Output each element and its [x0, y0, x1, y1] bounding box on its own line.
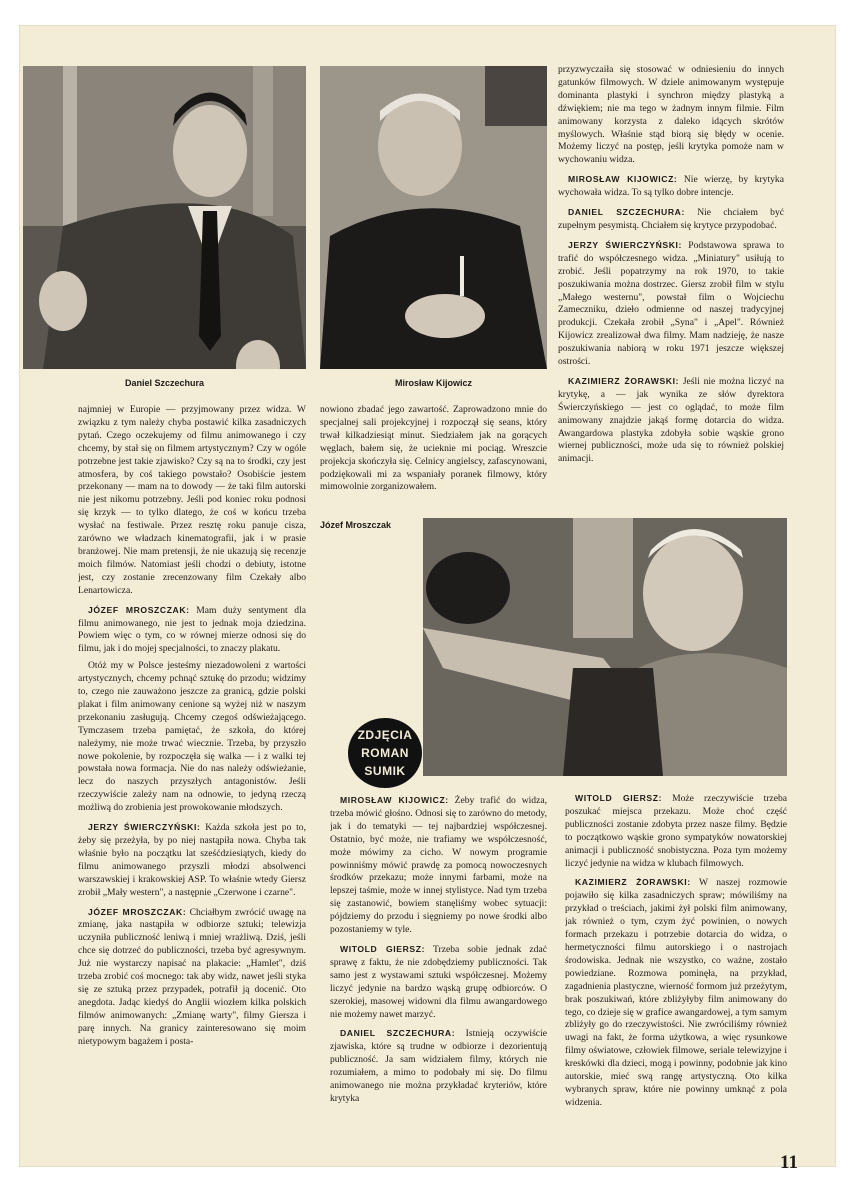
credit-line3: SUMIK [364, 764, 406, 778]
paragraph: DANIEL SZCZECHURA: Nie chciałem być zupełnym pesymistą. Chciałem się krytyce przypodobać. [558, 207, 784, 231]
caption-photo1: Daniel Szczechura [124, 378, 205, 388]
text-column-left [78, 404, 306, 1124]
page-number: 11 [780, 1152, 798, 1173]
photo-daniel-szczechura [23, 66, 306, 369]
paragraph: JERZY ŚWIERCZYŃSKI: Każda szkoła jest po to, żeby się przeżyła, by po niej nastąpiła nowa. Chyba tak właśnie było na początku lat sześćdziesiątych, kiedy do filmu animowanego przyszli młodzi absolwenci warszawskiej i krakowskiej ASP. To właśnie wtedy Giersz zrobił „Mały western", a następnie „Czerwone i czarne". [78, 822, 306, 898]
paragraph: JÓZEF MROSZCZAK: Mam duży sentyment dla filmu animowanego, nie jest to jednak moja dziedzina. Powiem więc o tym, co w równej mierze odnosi się do filmu, jak i do mojej specjalności, to znaczy plakatu. [78, 604, 306, 655]
paragraph: WITOLD GIERSZ: Trzeba sobie jednak zdać sprawę z faktu, że nie zdobędziemy publiczności. Tak samo jest z wystawami sztuki współczesnej. Możemy liczyć jedynie na bardzo wąską grupę odbiorców. O szerokiej, masowej widowni dla filmu awangardowego nie możemy nawet marzyć. [330, 943, 547, 1020]
paragraph: przyzwyczaiła się stosować w odniesieniu do innych gatunków filmowych. W dziele animowanym występuje dominanta plastyki i synchron między plastyką a dźwiękiem; nie ma tego w żadnym innym filmie. Film animowany korzysta z daleko idących skrótów myślowych. Właśnie stąd biorą się błędy w ocenie. Możemy liczyć na postęp, jeśli krytyka pomoże nam w wychowaniu widza. [558, 64, 784, 166]
paragraph: JÓZEF MROSZCZAK: Chciałbym zwrócić uwagę na zmianę, jaka nastąpiła w odbiorze sztuki; telewizja uczyniła publiczność leniwą i mniej wrażliwą. Dziś, jeśli chce się dotrzeć do publiczności, trzeba być agresywnym. Już nie wystarczy napisać na plakacie: „Hamlet", dziś trzeba zrobić coś mocnego: tak aby widz, nawet jeśli styka się ze sztuką przez przypadek, potrafił ją docenić. Oto anegdota. Jadąc kiedyś do Anglii wiozłem kilka polskich filmów animowanych: „Zmianę warty", filmy Giersza i parę innych. Na granicy zainteresowano się moim nietypowym bagażem i posta- [78, 906, 306, 1047]
paragraph: MIROSŁAW KIJOWICZ: Żeby trafić do widza, trzeba mówić głośno. Odnosi się to zarówno do metody, jak i do tematyki — tej najbardziej współczesnej. Ostatnio, być może, nie trafiamy we współczesność, może mówimy za cicho. W nowym programie powinniśmy mówić prawdę za pomocą nowoczesnych środków przekazu; może innymi farbami, może na lepszej taśmie, może w innej stylistyce. Nad tym trzeba się zastanowić, bowiem stanęliśmy wobec sytuacji: pójdziemy do przodu i sięgniemy po nowe środki albo pozostaniemy w tyle. [330, 795, 547, 936]
portrait-image [23, 66, 306, 369]
caption-photo2: Mirosław Kijowicz [394, 378, 472, 388]
paragraph: najmniej w Europie — przyjmowany przez widza. W związku z tym należy chyba postawić kilka zasadniczych pytań. Czego oczekujemy od filmu animowanego i czy chcemy, by stał się on filmem artystycznym? Czy w ogóle potrzebne jest takie zjawisko? Czy są na to środki, czy jest atmosfera, by coś takiego powstało? Osobiście jestem przekonany — mam na to dowody — że taki film autorski nie jest nikomu potrzebny. Jeśli pod koniec roku podnosi się krzyk — to tylko dlatego, że coś w końcu trzeba wysłać na festiwale. Przez resztę roku panuje cisza, zarówno we władzach kinematografii, jak i w prasie branżowej. Nie mam pretensji, że nie ukazują się recenzje moich filmów. Natomiast jeśli chodzi o debiuty, istotne jest, czy zostanie zrecenzowany film Czekały albo Lenartowicza. [78, 404, 306, 596]
paragraph: WITOLD GIERSZ: Może rzeczywiście trzeba poszukać miejsca przekazu. Może choć część publiczności zostanie zdobyta przez nasze filmy. Będzie to początkowo wąskie grono sympatyków nowatorskiej animacji i publiczność snobistyczna. Poza tym możemy liczyć jedynie na widza w klubach filmowych. [565, 793, 787, 869]
photo-credit-stamp [347, 717, 423, 789]
text-column-bottom-middle [330, 794, 547, 1142]
paragraph: KAZIMIERZ ŻORAWSKI: Jeśli nie można liczyć na krytykę, a — jak wynika ze słów dyrektora Świerczyńskiego — jest co oglądać, to może film animowany znajdzie jakąś formę dotarcia do widza. Awangardowa plastyka zdobyła sobie wąskie grono wiernej publiczności, może uda się to również polskiej animacji. [558, 375, 784, 465]
credit-line1: ZDJĘCIA [357, 728, 413, 742]
paragraph: KAZIMIERZ ŻORAWSKI: W naszej rozmowie pojawiło się kilka zasadniczych spraw; mówiliśmy na przykład o treściach, jakimi żył polski film animowany, jak również o tym, czym żyć powinien, o nowych formach przekazu i potrzebie dotarcia do widza, o hermetyczności filmu autorskiego i o nastrojach środowiska. Jednak nie wszystko, co ważne, zostało powiedziane. Rozmowa pominęła, na przykład, zagadnienia plastyczne, wierność formom już przeżytym, brak poszukiwań, które zbliżyłyby film animowany do tego, co dzieje się w grafice awangardowej, a tym samym zbliżyły go do rzeczywistości. Nie zwróciliśmy również uwagi na fakt, że forma użytkowa, a więc rysunkowe filmy oświatowe, człowiek filmowe, seriale telewizyjne i kreskówki dla dzieci, mogą i powinny, podobnie jak kino autorskie, mieć swą rangę artystyczną. Oto kilka wybranych spraw, które nie powinny umknąć z pola widzenia. [565, 877, 787, 1108]
text-column-middle [320, 404, 547, 510]
photo-jozef-mroszczak [423, 518, 787, 776]
paragraph: JERZY ŚWIERCZYŃSKI: Podstawowa sprawa to trafić do współczesnego widza. „Miniatury" usiłują to zrobić. Jeśli popatrzymy na rok 1970, to takie poszukiwania można dostrzec. Giersz zrobił film w stylu „Małego westernu", powstał film o Wojciechu Zameczniku, dzieło odmienne od naszej tradycyjnej produkcji. Czekała zrobił „Syna" i „Apel". Również Kijowicz zrealizował dwa filmy. Mam nadzieję, że nasze poszukiwania nabiorą w roku 1971 jeszcze większej ostrości. [558, 239, 784, 368]
paragraph: DANIEL SZCZECHURA: Istnieją oczywiście zjawiska, które są trudne w odbiorze i dezorientują publiczność. Ja sam widziałem filmy, których nie rozumiałem, a mimo to podobały mi się. Do filmu animowanego nie można przykładać kryteriów, które krytyka [330, 1028, 547, 1104]
paragraph: Otóż my w Polsce jesteśmy niezadowoleni z wartości artystycznych, chcemy pchnąć sztukę do przodu; widzimy to, czego nie zauważono jeszcze za granicą, gdzie polski plakat i film animowany cenione są wyżej niż w naszym przekonaniu zasługują. Chcemy czegoś odświeżającego. Tymczasem trzeba pamiętać, że szkoła, do której należymy, nie może trwać wiecznie. Trzeba, by przyszło nowe pokolenie, by rozpoczęła się walka — i z walki tej powstała nowa formacja. Nie do nas należy odświeżanie, lecz do naszych przyszłych antagonistów. Jeśli rzeczywiście zależy nam na odnowie, to jedyną rzeczą możliwą do zrobienia jest prowokowanie młodszych. [78, 660, 306, 814]
text-column-bottom-right [565, 792, 787, 1142]
magazine-page [20, 26, 835, 1173]
credit-line2: ROMAN [361, 746, 409, 760]
photo-miroslaw-kijowicz [320, 66, 547, 369]
paragraph: MIROSŁAW KIJOWICZ: Nie wierzę, by krytyka wychowała widza. To są tylko dobre intencje. [558, 174, 784, 199]
text-column-top-right [558, 64, 784, 512]
portrait-image [423, 518, 787, 776]
paragraph: nowiono zbadać jego zawartość. Zaprowadzono mnie do specjalnej sali projekcyjnej i rozpoczął się seans, który trwał kilkadziesiąt minut. Siedziałem jak na gorących węglach, bałem się, że ucieknie mi pociąg. Wreszcie projekcja skończyła się. Celnicy angielscy, zafascynowani, podziękowali mi za wspaniały poranek filmowy, który mimowolnie zorganizowałem. [320, 404, 547, 493]
caption-photo3: Józef Mroszczak [320, 520, 392, 530]
portrait-image [320, 66, 547, 369]
